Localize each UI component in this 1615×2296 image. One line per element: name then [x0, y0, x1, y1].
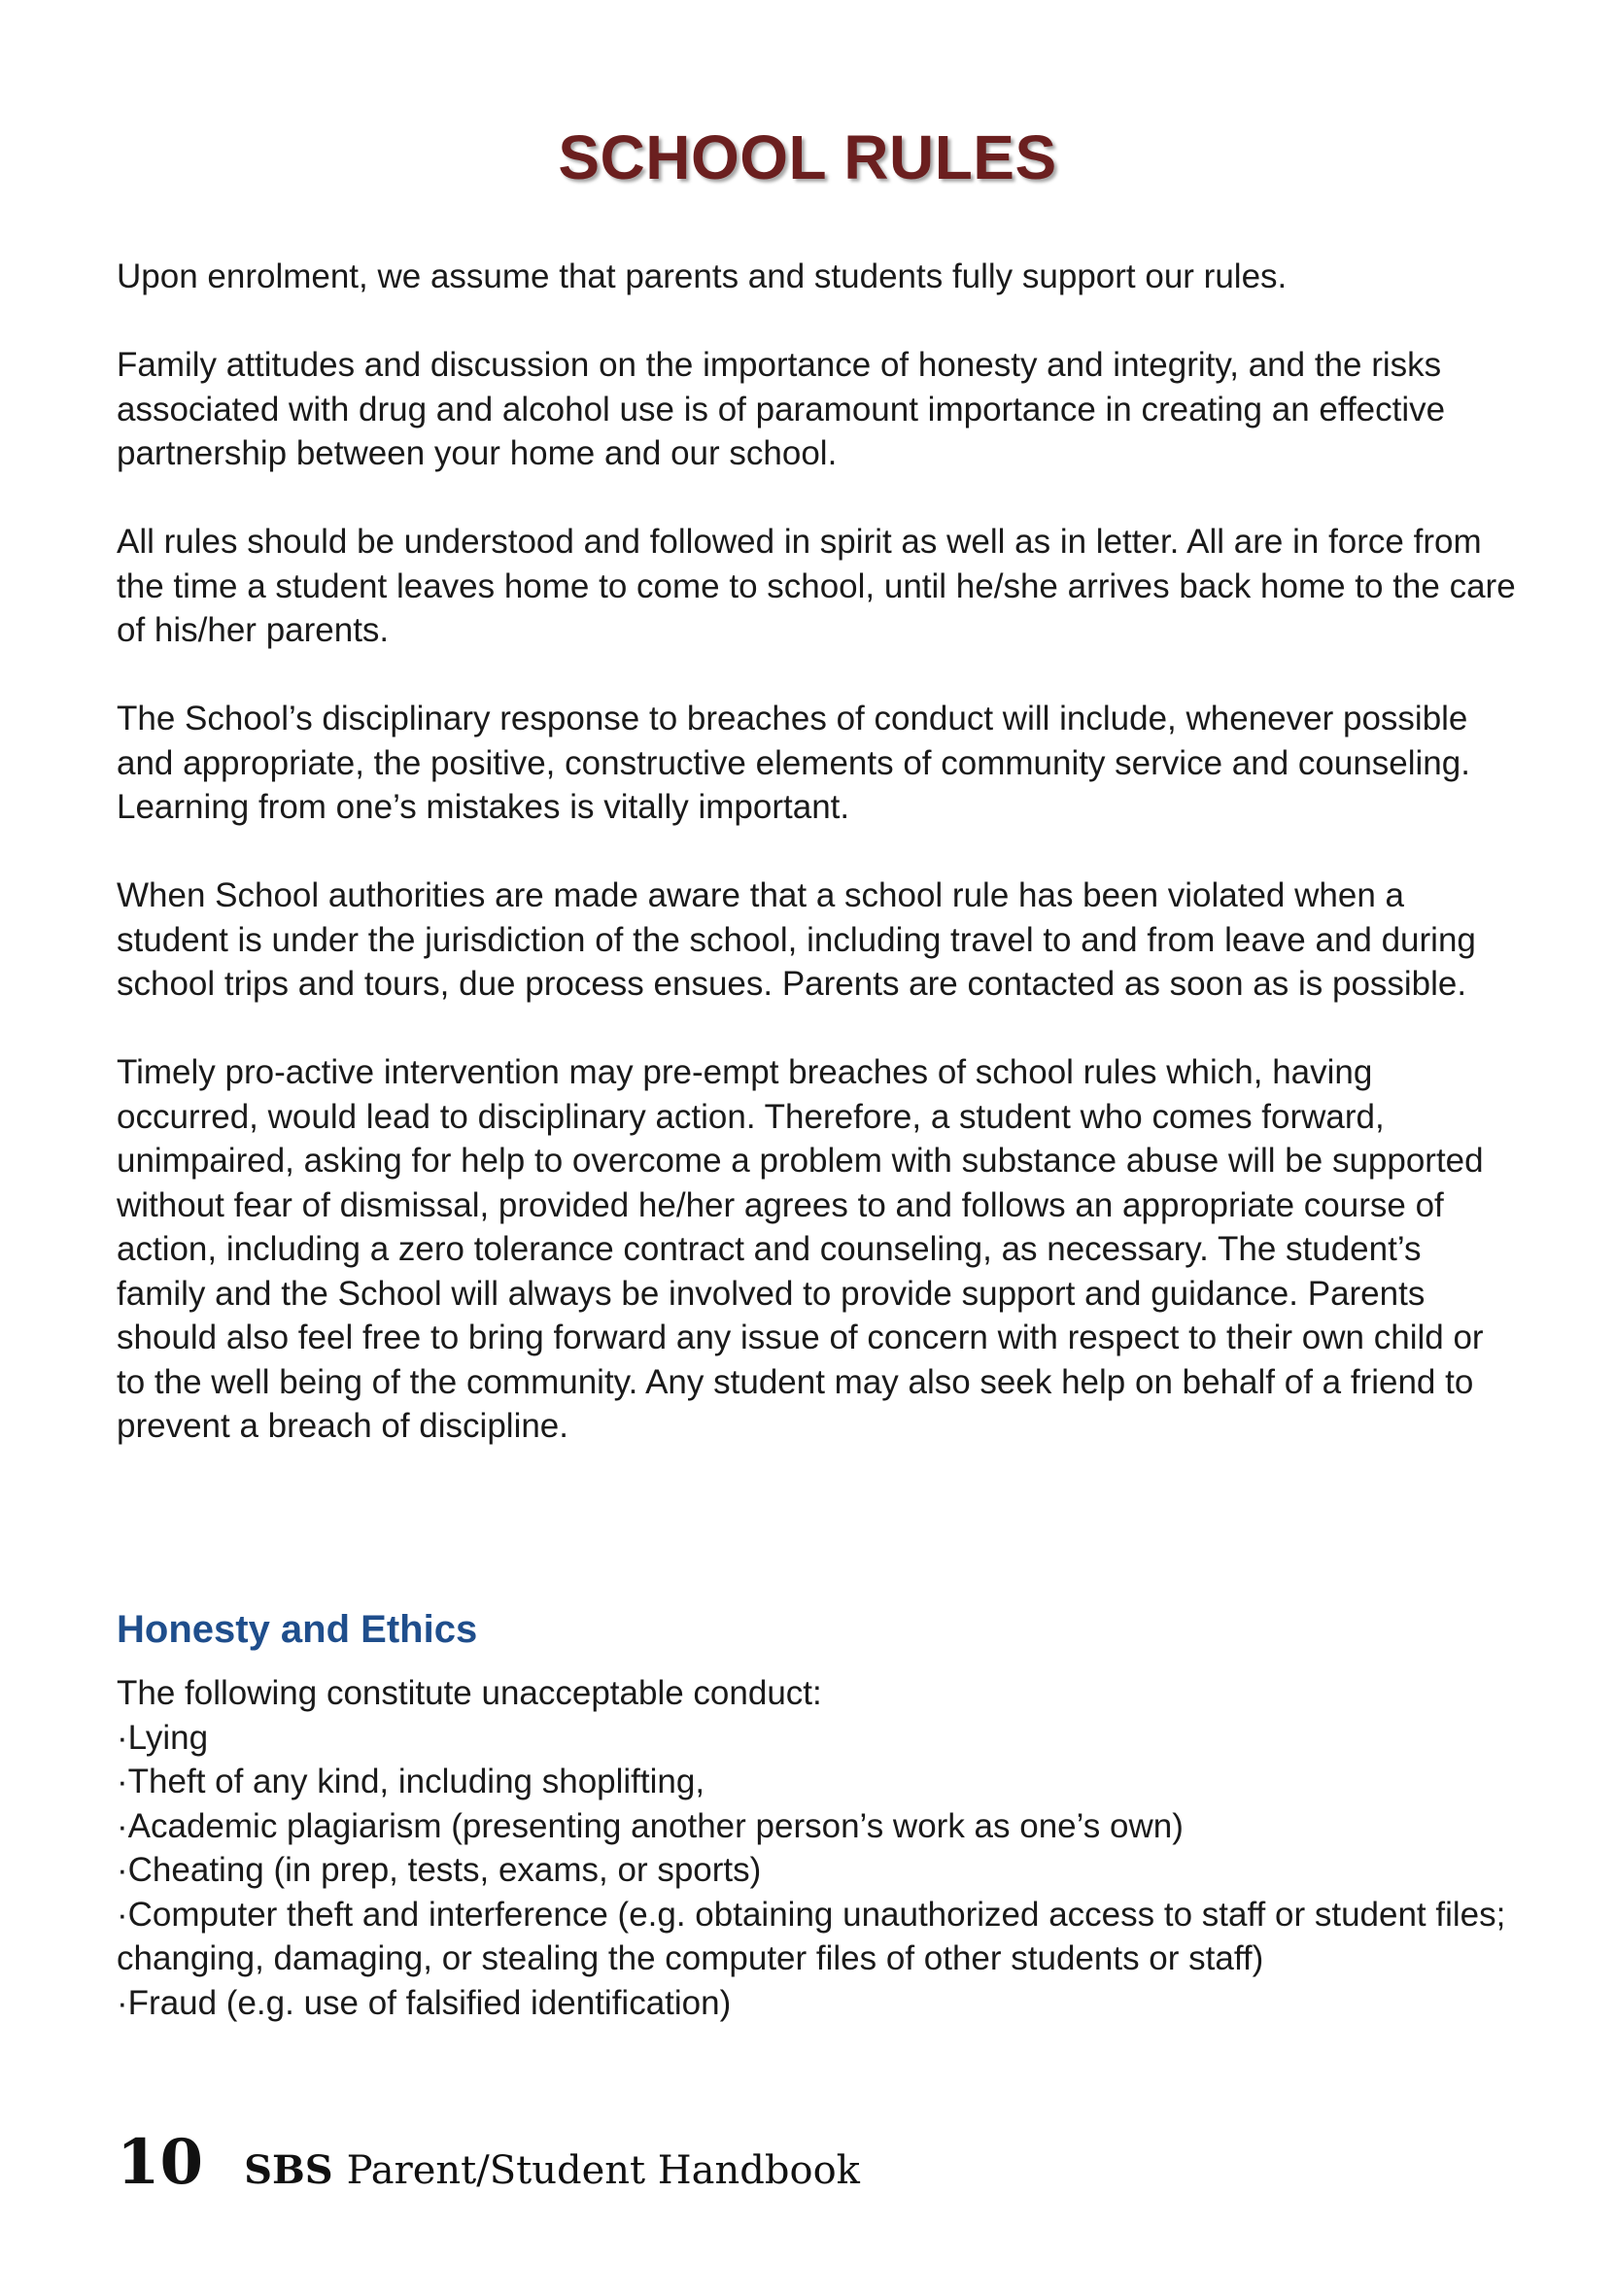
page-footer — [117, 2126, 860, 2204]
paragraph: Timely pro-active intervention may pre-empt breaches of school rules which, having occurred, would lead to disciplinary action. Therefore, a student who comes forward, unimpaired, asking for help to overcome a problem with substance abuse will be supported without fear of dismissal, provided he/her agrees to and follows an appropriate course of action, including a zero tolerance contract and counseling, as necessary. The student’s family and the School will always be involved to provide support and guidance. Parents should also feel free to bring forward any issue of concern with respect to their own child or to the well being of the community. Any student may also seek help on behalf of a friend to prevent a breach of discipline. — [117, 1053, 1484, 1445]
paragraph: Family attitudes and discussion on the importance of honesty and integrity, and the risks associated with drug and alcohol use is of paramount importance in creating an effective partnership between your home and our school. — [117, 346, 1446, 472]
paragraph: When School authorities are made aware that a school rule has been violated when a student is under the jurisdiction of the school, including travel to and from leave and during school trips and tours, due process ensues. Parents are contacted as soon as is possible. — [117, 876, 1476, 1003]
list-item: ·Computer theft and interference (e.g. obtaining unauthorized access to staff or student files; changing, damaging, or stealing the computer files of other students or staff) — [117, 1895, 1506, 1977]
list-item: ·Academic plagiarism (presenting another person’s work as one’s own) — [117, 1806, 1184, 1845]
paragraph: Upon enrolment, we assume that parents and students fully support our rules. — [117, 257, 1288, 295]
section-intro: The following constitute unacceptable conduct: — [117, 1674, 822, 1712]
body-text — [117, 255, 1516, 1449]
section-list — [117, 1671, 1516, 2025]
list-item: ·Cheating (in prep, tests, exams, or sports) — [117, 1851, 762, 1889]
section-heading: Honesty and Ethics — [117, 1608, 478, 1651]
list-item: ·Theft of any kind, including shoplifting, — [117, 1763, 705, 1800]
footer-brand: SBS — [244, 2147, 333, 2193]
footer-title: Parent/Student Handbook — [346, 2148, 860, 2193]
list-item: ·Fraud (e.g. use of falsified identification) — [117, 1983, 732, 2022]
paragraph: The School’s disciplinary response to breaches of conduct will include, whenever possible and appropriate, the positive, constructive elements of community service and counseling. Learning from one’s mistakes is vitally important. — [117, 700, 1470, 826]
page-number: 10 — [117, 2126, 204, 2199]
list-item: ·Lying — [117, 1718, 209, 1757]
paragraph: All rules should be understood and followed in spirit as well as in letter. All are in force from the time a student leaves home to come to school, until he/she arrives back home to the care of his/her parents. — [117, 523, 1516, 649]
page-title: SCHOOL RULES — [558, 122, 1057, 192]
